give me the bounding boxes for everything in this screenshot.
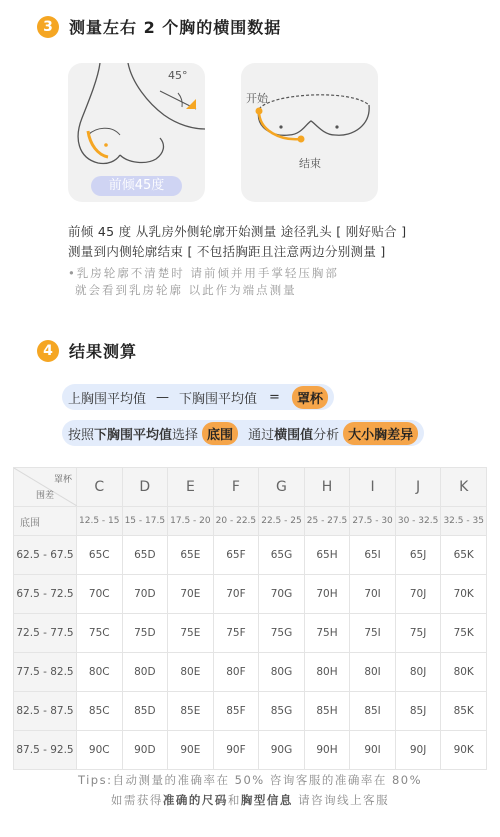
note-line-2: 就会看到乳房轮廓 以此作为端点测量 [75, 283, 297, 297]
formula-minus: — [156, 389, 170, 405]
range-header: 12.5 - 15 [77, 507, 123, 536]
size-cell: 75J [395, 614, 441, 653]
size-cell: 85E [168, 692, 214, 731]
band-cell: 87.5 - 92.5 [14, 731, 77, 770]
size-cell: 75E [168, 614, 214, 653]
cup-header: G [259, 468, 305, 507]
size-cell: 85C [77, 692, 123, 731]
formula-equals: = [269, 389, 280, 405]
size-cell: 80I [350, 653, 396, 692]
size-cell: 65H [304, 536, 350, 575]
size-cell: 75F [213, 614, 259, 653]
size-cell: 90C [77, 731, 123, 770]
table-row [14, 731, 487, 770]
size-cell: 90K [441, 731, 487, 770]
cup-header: C [77, 468, 123, 507]
analysis-text-3: 选择 [172, 427, 199, 443]
band-cell: 62.5 - 67.5 [14, 536, 77, 575]
size-cell: 85I [350, 692, 396, 731]
size-cell: 65D [122, 536, 168, 575]
size-cell: 70F [213, 575, 259, 614]
size-cell: 65F [213, 536, 259, 575]
size-cell: 70H [304, 575, 350, 614]
measurement-path-illustration [241, 63, 378, 202]
table-row [14, 536, 487, 575]
analysis-text-4: 通过 [248, 427, 275, 443]
range-header: 25 - 27.5 [304, 507, 350, 536]
lean-forward-illustration [68, 63, 205, 202]
tips-line-1: Tips:自动测量的准确率在 50% 咨询客服的准确率在 80% [77, 773, 423, 787]
tips-text-c: 和 [227, 793, 241, 807]
tips-line-2 [0, 792, 500, 808]
size-cell: 90E [168, 731, 214, 770]
tips-bold-size: 准确的尺码 [162, 793, 228, 807]
size-cell: 70I [350, 575, 396, 614]
tips-bold-shape: 胸型信息 [240, 793, 293, 807]
size-cell: 80K [441, 653, 487, 692]
size-cell: 70C [77, 575, 123, 614]
step-number-badge: 3 [37, 16, 59, 38]
analysis-text-5: 横围值 [274, 427, 314, 443]
tips-text-e: 请咨询线上客服 [292, 793, 390, 807]
range-header: 15 - 17.5 [122, 507, 168, 536]
note-line-1: •乳房轮廓不清楚时 请前倾并用手掌轻压胸部 [68, 266, 339, 280]
size-cell: 80D [122, 653, 168, 692]
formula-under-bust: 下胸围平均值 [179, 391, 258, 407]
cup-header: F [213, 468, 259, 507]
corner-cup-label: 罩杯 [53, 475, 72, 485]
description-line-1: 前倾 45 度 从乳房外侧轮廓开始测量 途径乳头 [ 刚好贴合 ] [68, 224, 407, 239]
size-cell: 80E [168, 653, 214, 692]
step-4-heading [37, 339, 137, 362]
size-difference-badge: 大小胸差异 [343, 422, 418, 445]
band-cell: 72.5 - 77.5 [14, 614, 77, 653]
start-label: 开始 [246, 92, 268, 105]
table-row [14, 614, 487, 653]
size-cell: 85D [122, 692, 168, 731]
range-header: 32.5 - 35 [441, 507, 487, 536]
size-cell: 70G [259, 575, 305, 614]
size-cell: 70D [122, 575, 168, 614]
step-3-heading [37, 15, 281, 38]
angle-label: 45° [168, 69, 188, 82]
formula-result-badge: 罩杯 [292, 386, 328, 409]
range-header: 22.5 - 25 [259, 507, 305, 536]
size-cell: 65C [77, 536, 123, 575]
size-cell: 85G [259, 692, 305, 731]
size-cell: 75G [259, 614, 305, 653]
cup-header: D [122, 468, 168, 507]
size-chart-table [13, 467, 487, 770]
table-row [14, 692, 487, 731]
size-cell: 80J [395, 653, 441, 692]
size-cell: 65G [259, 536, 305, 575]
formula-pill [62, 384, 334, 410]
size-cell: 80F [213, 653, 259, 692]
table-row [14, 653, 487, 692]
cup-header: I [350, 468, 396, 507]
size-cell: 90H [304, 731, 350, 770]
size-cell: 90G [259, 731, 305, 770]
size-cell: 90F [213, 731, 259, 770]
size-cell: 75D [122, 614, 168, 653]
cup-header: E [168, 468, 214, 507]
band-cell: 67.5 - 72.5 [14, 575, 77, 614]
description-line-2: 测量到内侧轮廓结束 [ 不包括胸距且注意两边分别测量 ] [68, 244, 386, 259]
cup-header: J [395, 468, 441, 507]
size-cell: 85F [213, 692, 259, 731]
corner-diff-label: 围差 [36, 491, 55, 501]
range-header: 17.5 - 20 [168, 507, 214, 536]
size-cell: 85K [441, 692, 487, 731]
analysis-text-6: 分析 [313, 427, 340, 443]
step-title: 结果测算 [69, 342, 138, 361]
band-badge: 底围 [202, 422, 238, 445]
size-cell: 75K [441, 614, 487, 653]
size-cell: 85H [304, 692, 350, 731]
size-cell: 80C [77, 653, 123, 692]
size-cell: 70K [441, 575, 487, 614]
size-cell: 80H [304, 653, 350, 692]
range-header: 20 - 22.5 [213, 507, 259, 536]
size-cell: 65I [350, 536, 396, 575]
size-cell: 90D [122, 731, 168, 770]
tips-text-a: 如需获得 [110, 793, 163, 807]
analysis-text-2: 下胸围平均值 [94, 427, 173, 443]
step-title: 测量左右 2 个胸的横围数据 [69, 18, 282, 37]
analysis-text-1: 按照 [68, 427, 95, 443]
bust-measure-drawing [241, 63, 378, 202]
corner-header-top [14, 468, 77, 507]
size-cell: 75H [304, 614, 350, 653]
size-cell: 70E [168, 575, 214, 614]
caption-pill: 前倾45度 [91, 176, 182, 196]
size-cell: 90I [350, 731, 396, 770]
table-row [14, 575, 487, 614]
step-number-badge: 4 [37, 340, 59, 362]
cup-header: H [304, 468, 350, 507]
size-cell: 80G [259, 653, 305, 692]
band-cell: 82.5 - 87.5 [14, 692, 77, 731]
band-header: 底围 [14, 507, 77, 536]
size-cell: 85J [395, 692, 441, 731]
size-cell: 75I [350, 614, 396, 653]
size-cell: 65K [441, 536, 487, 575]
end-label: 结束 [299, 157, 321, 170]
band-cell: 77.5 - 82.5 [14, 653, 77, 692]
size-cell: 65E [168, 536, 214, 575]
cup-header: K [441, 468, 487, 507]
size-cell: 70J [395, 575, 441, 614]
analysis-pill [62, 420, 424, 446]
range-header: 30 - 32.5 [395, 507, 441, 536]
formula-upper-bust: 上胸围平均值 [68, 391, 147, 407]
size-cell: 90J [395, 731, 441, 770]
size-cell: 75C [77, 614, 123, 653]
size-cell: 65J [395, 536, 441, 575]
range-header: 27.5 - 30 [350, 507, 396, 536]
